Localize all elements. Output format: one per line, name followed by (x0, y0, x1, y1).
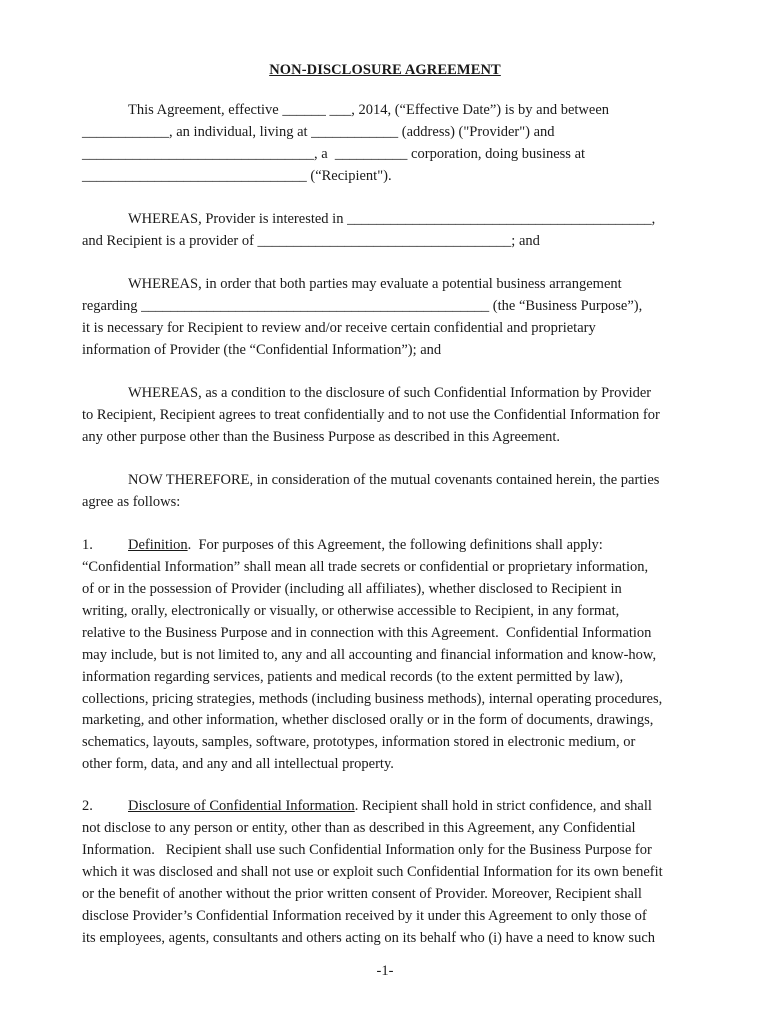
whereas-2-line-3: it is necessary for Recipient to review and/or receive certain confidential and proprietary (82, 320, 596, 336)
section-1-first-line-text: . For purposes of this Agreement, the following definitions shall apply: (187, 537, 603, 553)
intro-line-3: ________________________________, a __________ corporation, doing business at (82, 146, 586, 162)
section-2-heading: Disclosure of Confidential Information (128, 798, 355, 814)
intro-line-2: ____________, an individual, living at ____________ (address) ("Provider") and (82, 124, 555, 140)
section-1-line: information regarding services, patients and medical records (to the extent permitted by law), (82, 669, 624, 685)
section-1-first-line (128, 536, 603, 554)
section-1-line: marketing, and other information, whether disclosed orally or in the form of documents, drawings, (82, 712, 654, 728)
section-1-number: 1. (82, 537, 93, 553)
section-1-line: writing, orally, electronically or visually, or otherwise accessible to Recipient, in any format, (82, 603, 620, 619)
whereas-1-line-1: WHEREAS, Provider is interested in __________________________________________, (128, 211, 656, 227)
now-therefore-line-2: agree as follows: (82, 494, 181, 510)
section-1-line: collections, pricing strategies, methods (including business methods), internal operating procedures, (82, 691, 663, 707)
section-1-line: “Confidential Information” shall mean all trade secrets or confidential or proprietary information, (82, 559, 649, 575)
section-2-first-line (128, 797, 652, 815)
section-2-line: disclose Provider’s Confidential Information received by it under this Agreement to only those of (82, 908, 647, 924)
whereas-2-line-2: regarding ________________________________________________ (the “Business Purpose”), (82, 298, 643, 314)
section-1-line: schematics, layouts, samples, software, prototypes, information stored in electronic medium, or (82, 734, 636, 750)
section-2-number: 2. (82, 798, 93, 814)
section-1-line: other form, data, and any and all intellectual property. (82, 756, 394, 772)
whereas-2-line-4: information of Provider (the “Confidential Information”); and (82, 342, 442, 358)
section-1-line: may include, but is not limited to, any and all accounting and financial information and know-how, (82, 647, 657, 663)
intro-line-4: _______________________________ (“Recipient"). (82, 168, 392, 184)
section-2-line: which it was disclosed and shall not use or exploit such Confidential Information for its own benefit (82, 864, 663, 880)
section-2-line: or the benefit of another without the prior written consent of Provider. Moreover, Recipient shall (82, 886, 642, 902)
document-title: NON-DISCLOSURE AGREEMENT (269, 62, 501, 78)
intro-line-1: This Agreement, effective ______ ___, 2014, (“Effective Date”) is by and between (128, 102, 610, 118)
section-1-line: relative to the Business Purpose and in connection with this Agreement. Confidential Information (82, 625, 652, 641)
whereas-3-line-3: any other purpose other than the Business Purpose as described in this Agreement. (82, 429, 560, 445)
section-2-line: its employees, agents, consultants and others acting on its behalf who (i) have a need to know such (82, 930, 656, 946)
section-2-line: not disclose to any person or entity, other than as described in this Agreement, any Confidential (82, 820, 636, 836)
whereas-2-line-1: WHEREAS, in order that both parties may evaluate a potential business arrangement (128, 276, 622, 292)
page-number: -1- (376, 963, 394, 979)
whereas-3-line-2: to Recipient, Recipient agrees to treat confidentially and to not use the Confidential Information for (82, 407, 660, 423)
now-therefore-line-1: NOW THEREFORE, in consideration of the mutual covenants contained herein, the parties (128, 472, 660, 488)
whereas-1-line-2: and Recipient is a provider of ___________________________________; and (82, 233, 540, 249)
section-2-line: Information. Recipient shall use such Confidential Information only for the Business Purpose for (82, 842, 652, 858)
section-2-first-line-text: . Recipient shall hold in strict confidence, and shall (354, 798, 652, 814)
section-1-heading: Definition (128, 537, 188, 553)
section-1-line: of or in the possession of Provider (including all affiliates), whether disclosed to Recipient in (82, 581, 622, 597)
whereas-3-line-1: WHEREAS, as a condition to the disclosure of such Confidential Information by Provider (128, 385, 652, 401)
